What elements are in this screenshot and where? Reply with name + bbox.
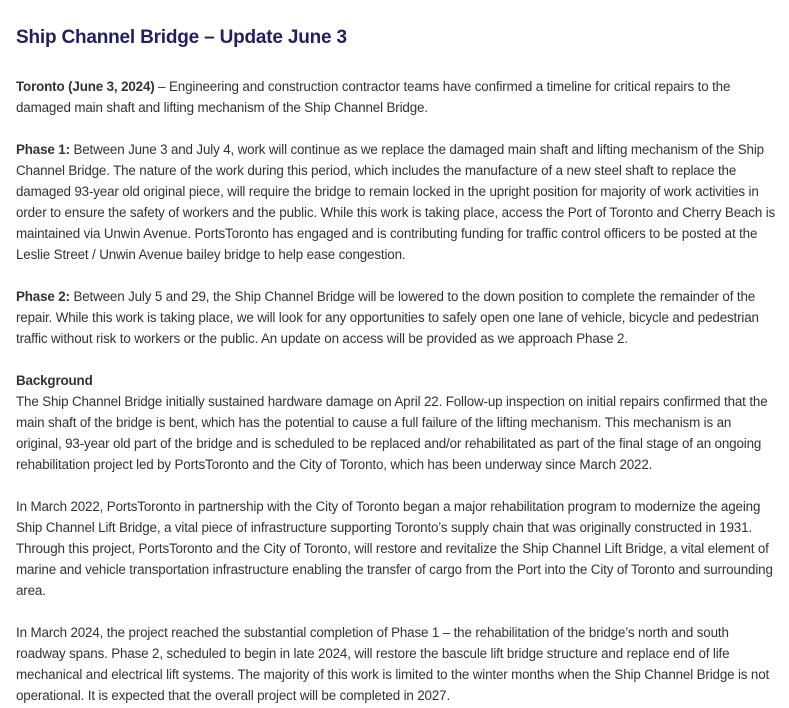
intro-paragraph [16, 76, 777, 118]
phase2-label: Phase 2: [16, 289, 70, 304]
phase2-text: Between July 5 and 29, the Ship Channel Bridge will be lowered to the down position to complete the remainder of the repair. While this work is taking place, we will look for any opportunities to safely open one lane of vehicle, bicycle and pedestrian traffic without risk to workers or the public. An update on access will be provided as we approach Phase 2. [16, 289, 759, 346]
phase2-paragraph [16, 286, 777, 349]
article-title: Ship Channel Bridge – Update June 3 [16, 27, 347, 48]
intro-text: – Engineering and construction contractor teams have confirmed a timeline for critical repairs to the damaged main shaft and lifting mechanism of the Ship Channel Bridge. [16, 79, 731, 115]
phase1-text: Between June 3 and July 4, work will continue as we replace the damaged main shaft and lifting mechanism of the Ship Channel Bridge. The nature of the work during this period, which includes the manufacture of a new steel shaft to replace the damaged 93-year old original piece, will require the bridge to remain locked in the upright position for majority of work activities in order to ensure the safety of workers and the public. While this work is taking place, access the Port of Toronto and Cherry Beach is maintained via Unwin Avenue. PortsToronto has engaged and is contributing funding for traffic control officers to be posted at the Leslie Street / Unwin Avenue bailey bridge to help ease congestion. [16, 142, 776, 262]
background-paragraph [16, 370, 777, 475]
background-heading: Background [16, 373, 93, 388]
phase1-paragraph [16, 139, 777, 265]
intro-dateline: Toronto (June 3, 2024) [16, 79, 155, 94]
rehabilitation-2022-paragraph: In March 2022, PortsToronto in partnership with the City of Toronto began a major rehabilitation program to modernize the ageing Ship Channel Lift Bridge, a vital piece of infrastructure supporting Toronto’s supply chain that was originally constructed in 1931. Through this project, PortsToronto and the City of Toronto, will restore and revitalize the Ship Channel Lift Bridge, a vital element of marine and vehicle transportation infrastructure enabling the transfer of cargo from the Port into the City of Toronto and surrounding area. [16, 499, 773, 598]
background-text: The Ship Channel Bridge initially sustained hardware damage on April 22. Follow-up inspection on initial repairs confirmed that the main shaft of the bridge is bent, which has the potential to cause a full failure of the lifting mechanism. This mechanism is an original, 93-year old part of the bridge and is scheduled to be replaced and/or rehabilitated as part of the final stage of an ongoing rehabilitation project led by PortsToronto and the City of Toronto, which has been underway since March 2022. [16, 394, 768, 472]
phase1-completion-2024-paragraph: In March 2024, the project reached the substantial completion of Phase 1 – the rehabilitation of the bridge’s north and south roadway spans. Phase 2, scheduled to begin in late 2024, will restore the bascule lift bridge structure and replace end of life mechanical and electrical lift systems. The majority of this work is limited to the winter months when the Ship Channel Bridge is not operational. It is expected that the overall project will be completed in 2027. [16, 625, 770, 703]
phase1-label: Phase 1: [16, 142, 70, 157]
